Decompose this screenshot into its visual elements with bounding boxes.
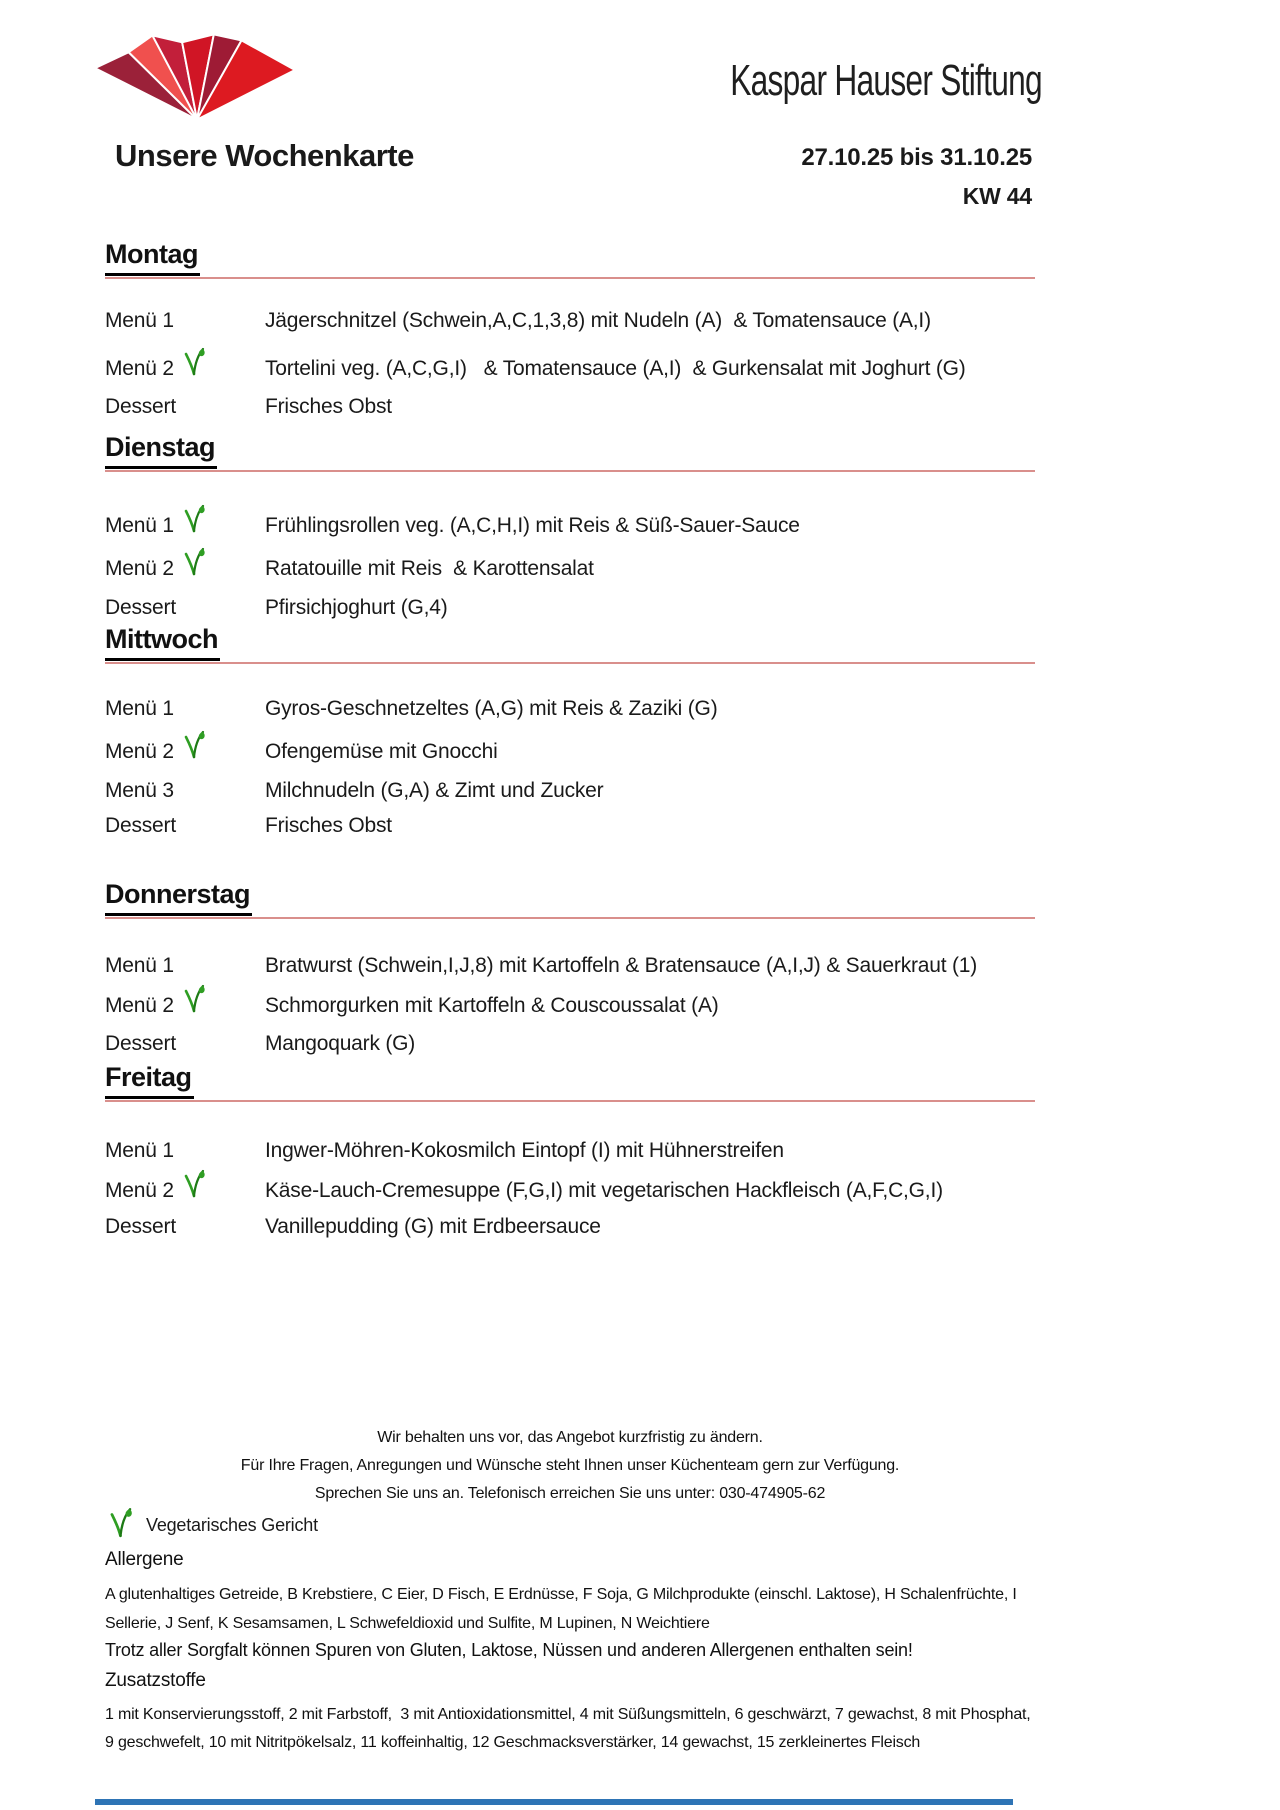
day-section-freitag: [105, 1060, 1035, 1102]
vegetarian-sprout-icon: [183, 546, 206, 577]
day-heading-mittwoch: Mittwoch: [105, 622, 220, 661]
footer-line: Wir behalten uns vor, das Angebot kurzfristig zu ändern.: [377, 1429, 763, 1446]
additives-line: 1 mit Konservierungsstoff, 2 mit Farbstoff, 3 mit Antioxidationsmittel, 4 mit Süßungsmitteln, 6 geschwärzt, 7 gewachst, 8 mit Phosphat,: [105, 1706, 1031, 1723]
veg-legend-label: Vegetarisches Gericht: [146, 1515, 318, 1535]
dish-text: Ingwer-Möhren-Kokosmilch Eintopf (I) mit Hühnerstreifen: [265, 1139, 784, 1162]
dish-text: Käse-Lauch-Cremesuppe (F,G,I) mit vegetarischen Hackfleisch (A,F,C,G,I): [265, 1179, 943, 1202]
menu-row: [105, 954, 1245, 982]
additives-list: [105, 1701, 1205, 1757]
allergens-heading: Allergene: [105, 1549, 184, 1570]
menu-row: [105, 309, 1245, 337]
menu-row: [105, 994, 1245, 1022]
menu-label: Menü 1: [105, 697, 174, 720]
menu-row: [105, 697, 1245, 725]
dish-text: Ratatouille mit Reis & Karottensalat: [265, 557, 594, 580]
menu-row: [105, 596, 1245, 624]
allergens-list: [105, 1580, 1205, 1638]
dish-text: Milchnudeln (G,A) & Zimt und Zucker: [265, 779, 604, 802]
day-section-donnerstag: [105, 877, 1035, 919]
dish-text: Frühlingsrollen veg. (A,C,H,I) mit Reis & Süß-Sauer-Sauce: [265, 514, 800, 537]
menu-label: Menü 1: [105, 514, 174, 537]
vegetarian-sprout-icon: [108, 1506, 134, 1539]
vegetarian-sprout-icon: [183, 983, 206, 1014]
dish-text: Frisches Obst: [265, 395, 392, 418]
menu-row: [105, 395, 1245, 423]
day-section-montag: [105, 237, 1035, 279]
menu-label: Menü 2: [105, 740, 174, 763]
menu-label: Dessert: [105, 596, 176, 619]
menu-label: Dessert: [105, 814, 176, 837]
menu-row: [105, 779, 1245, 807]
menu-row: [105, 1032, 1245, 1060]
allergens-line: A glutenhaltiges Getreide, B Krebstiere, C Eier, D Fisch, E Erdnüsse, F Soja, G Milchprodukte (einschl. Laktose), H Schalenfrüchte, I: [105, 1586, 1017, 1603]
vegetarian-sprout-icon: [183, 1168, 206, 1199]
vegetarian-sprout-icon: [183, 346, 206, 377]
day-heading-montag: Montag: [105, 237, 200, 276]
date-range: 27.10.25 bis 31.10.25: [801, 144, 1032, 171]
menu-label: Menü 2: [105, 557, 174, 580]
menu-row: [105, 357, 1245, 385]
dish-text: Pfirsichjoghurt (G,4): [265, 596, 448, 619]
menu-label: Menü 1: [105, 309, 174, 332]
menu-row: [105, 1179, 1245, 1207]
additives-line: 9 geschwefelt, 10 mit Nitritpökelsalz, 11 koffeinhaltig, 12 Geschmacksverstärker, 14 gewachst, 15 zerkleinertes Fleisch: [105, 1734, 921, 1751]
vegetarian-sprout-icon: [183, 503, 206, 534]
menu-label: Menü 1: [105, 1139, 174, 1162]
allergens-line: Sellerie, J Senf, K Sesamsamen, L Schwefeldioxid und Sulfite, M Lupinen, N Weichtiere: [105, 1615, 710, 1632]
menu-row: [105, 740, 1245, 768]
menu-label: Dessert: [105, 1215, 176, 1238]
menu-label: Dessert: [105, 395, 176, 418]
day-heading-dienstag: Dienstag: [105, 430, 217, 469]
menu-row: [105, 514, 1245, 542]
day-heading-donnerstag: Donnerstag: [105, 877, 252, 916]
kaspar-hauser-fan-logo: [95, 32, 295, 122]
additives-heading: Zusatzstoffe: [105, 1670, 206, 1691]
menu-row: [105, 1215, 1245, 1243]
menu-row: [105, 814, 1245, 842]
dish-text: Mangoquark (G): [265, 1032, 416, 1055]
footer-notice: [105, 1424, 1035, 1508]
menu-label: Menü 2: [105, 994, 174, 1017]
menu-label: Dessert: [105, 1032, 176, 1055]
menu-label: Menü 1: [105, 954, 174, 977]
day-heading-freitag: Freitag: [105, 1060, 194, 1099]
bottom-divider: [95, 1799, 1013, 1805]
week-number: KW 44: [962, 183, 1032, 209]
footer-line: Sprechen Sie uns an. Telefonisch erreichen Sie uns unter: 030-474905-62: [314, 1485, 826, 1502]
footer-line: Für Ihre Fragen, Anregungen und Wünsche steht Ihnen unser Küchenteam gern zur Verfügung.: [240, 1457, 900, 1474]
dish-text: Frisches Obst: [265, 814, 392, 837]
org-name: Kaspar Hauser Stiftung: [730, 56, 1042, 105]
day-section-mittwoch: [105, 622, 1035, 664]
dish-text: Bratwurst (Schwein,I,J,8) mit Kartoffeln & Bratensauce (A,I,J) & Sauerkraut (1): [265, 954, 978, 977]
dish-text: Ofengemüse mit Gnocchi: [265, 740, 498, 763]
menu-row: [105, 557, 1245, 585]
menu-label: Menü 3: [105, 779, 174, 802]
menu-label: Menü 2: [105, 357, 174, 380]
dish-text: Schmorgurken mit Kartoffeln & Couscoussalat (A): [265, 994, 719, 1017]
dish-text: Tortelini veg. (A,C,G,I) & Tomatensauce (A,I) & Gurkensalat mit Joghurt (G): [265, 357, 966, 380]
menu-row: [105, 1139, 1245, 1167]
vegetarian-sprout-icon: [183, 729, 206, 760]
page-title: Unsere Wochenkarte: [115, 138, 414, 173]
menu-label: Menü 2: [105, 1179, 174, 1202]
dish-text: Jägerschnitzel (Schwein,A,C,1,3,8) mit Nudeln (A) & Tomatensauce (A,I): [265, 309, 931, 332]
dish-text: Gyros-Geschnetzeltes (A,G) mit Reis & Zaziki (G): [265, 697, 718, 720]
allergens-warning: Trotz aller Sorgfalt können Spuren von Gluten, Laktose, Nüssen und anderen Allergenen enthalten sein!: [105, 1640, 913, 1660]
dish-text: Vanillepudding (G) mit Erdbeersauce: [265, 1215, 601, 1238]
day-section-dienstag: [105, 430, 1035, 472]
